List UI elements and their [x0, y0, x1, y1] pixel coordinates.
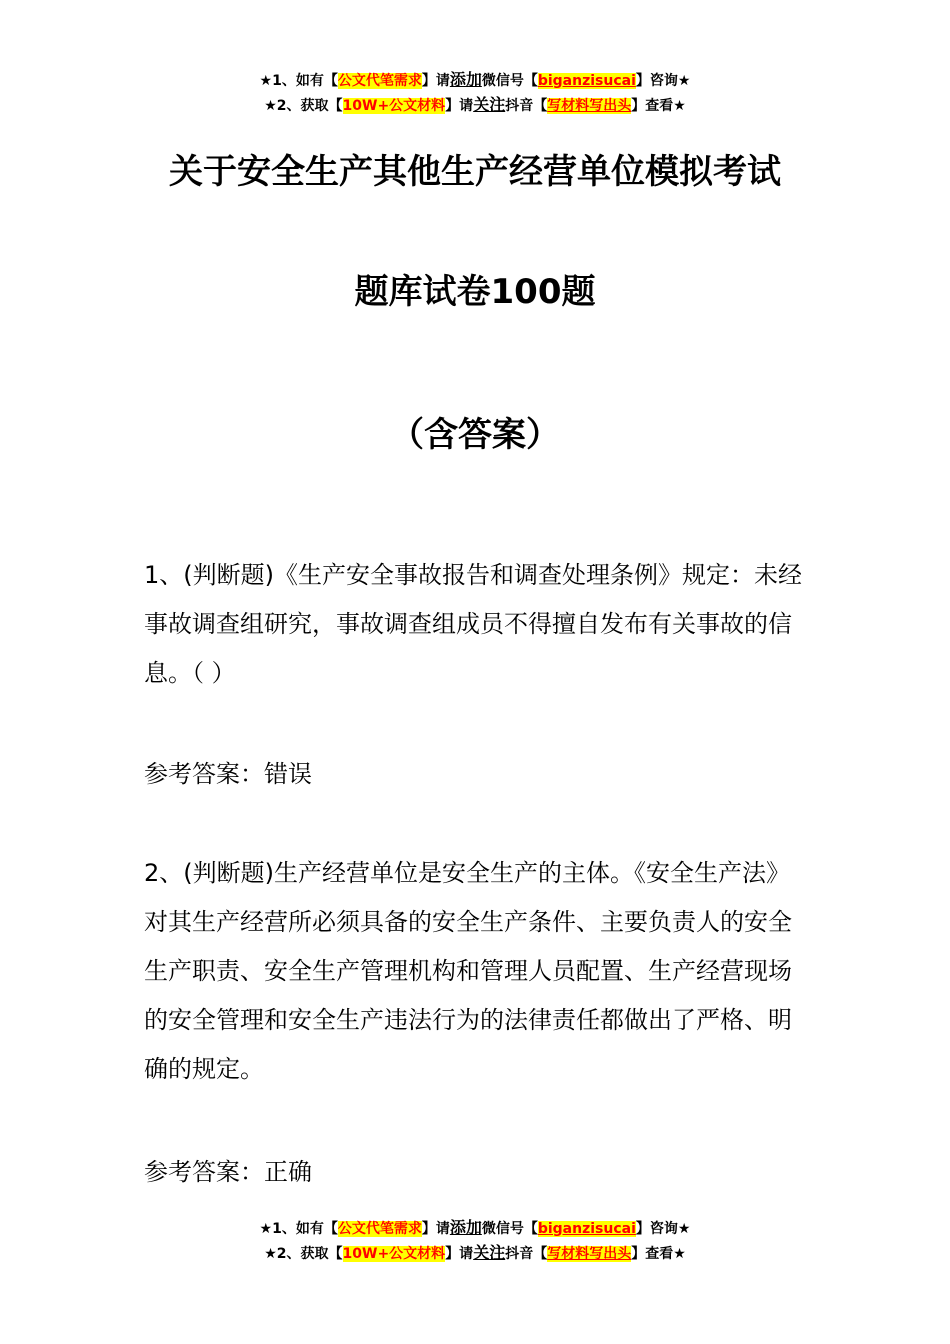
- top-banner: [0, 68, 950, 118]
- banner-text: 】咨询★: [635, 1221, 691, 1237]
- banner-text: 】请: [445, 98, 474, 114]
- banner-emphasis: 添加: [449, 1218, 482, 1237]
- banner-emphasis: 关注: [473, 95, 506, 114]
- banner-highlight: 10W+公文材料: [342, 1246, 446, 1262]
- page-title-line-1: 关于安全生产其他生产经营单位模拟考试: [169, 152, 781, 192]
- banner-text: ★2、获取【: [264, 1246, 343, 1262]
- banner-highlight: 公文代笔需求: [337, 73, 422, 89]
- banner-text: 】请: [445, 1246, 474, 1262]
- banner-text: ★2、获取【: [264, 98, 343, 114]
- banner-text: 】请: [421, 1221, 450, 1237]
- banner-text: 】请: [421, 73, 450, 89]
- douyin-account-link[interactable]: 写材料写出头: [547, 98, 632, 114]
- page-title-line-3: （含答案）: [390, 415, 560, 455]
- banner-line-1: [0, 1216, 950, 1241]
- banner-text: 】查看★: [631, 98, 686, 114]
- page-title-line-2: 题库试卷100题: [354, 272, 596, 312]
- bottom-banner: [0, 1216, 950, 1266]
- wechat-id-link[interactable]: biganzisucai: [537, 1221, 636, 1237]
- banner-text: 微信号【: [481, 1221, 538, 1237]
- banner-text: ★1、如有【: [259, 73, 338, 89]
- banner-line-2: [0, 93, 950, 118]
- banner-highlight: 公文代笔需求: [337, 1221, 422, 1237]
- banner-text: 】查看★: [631, 1246, 686, 1262]
- answer-1: 参考答案：错误: [144, 760, 312, 788]
- banner-text: 抖音【: [505, 98, 548, 114]
- banner-line-2: [0, 1241, 950, 1266]
- wechat-id-link[interactable]: biganzisucai: [537, 73, 636, 89]
- answer-2: 参考答案：正确: [144, 1158, 312, 1186]
- banner-text: 抖音【: [505, 1246, 548, 1262]
- banner-emphasis: 关注: [473, 1243, 506, 1262]
- banner-text: ★1、如有【: [259, 1221, 338, 1237]
- banner-text: 微信号【: [481, 73, 538, 89]
- banner-highlight: 10W+公文材料: [342, 98, 446, 114]
- question-1: 1、(判断题)《生产安全事故报告和调查处理条例》规定：未经事故调查组研究，事故调查组成员不得擅自发布有关事故的信息。（ ）: [144, 561, 802, 687]
- question-2: 2、(判断题)生产经营单位是安全生产的主体。《安全生产法》对其生产经营所必须具备的安全生产条件、主要负责人的安全生产职责、安全生产管理机构和管理人员配置、生产经营现场的安全管理和安全生产违法行为的法律责任都做出了严格、明确的规定。: [144, 859, 792, 1083]
- banner-text: 】咨询★: [635, 73, 691, 89]
- banner-line-1: [0, 68, 950, 93]
- banner-emphasis: 添加: [449, 70, 482, 89]
- douyin-account-link[interactable]: 写材料写出头: [547, 1246, 632, 1262]
